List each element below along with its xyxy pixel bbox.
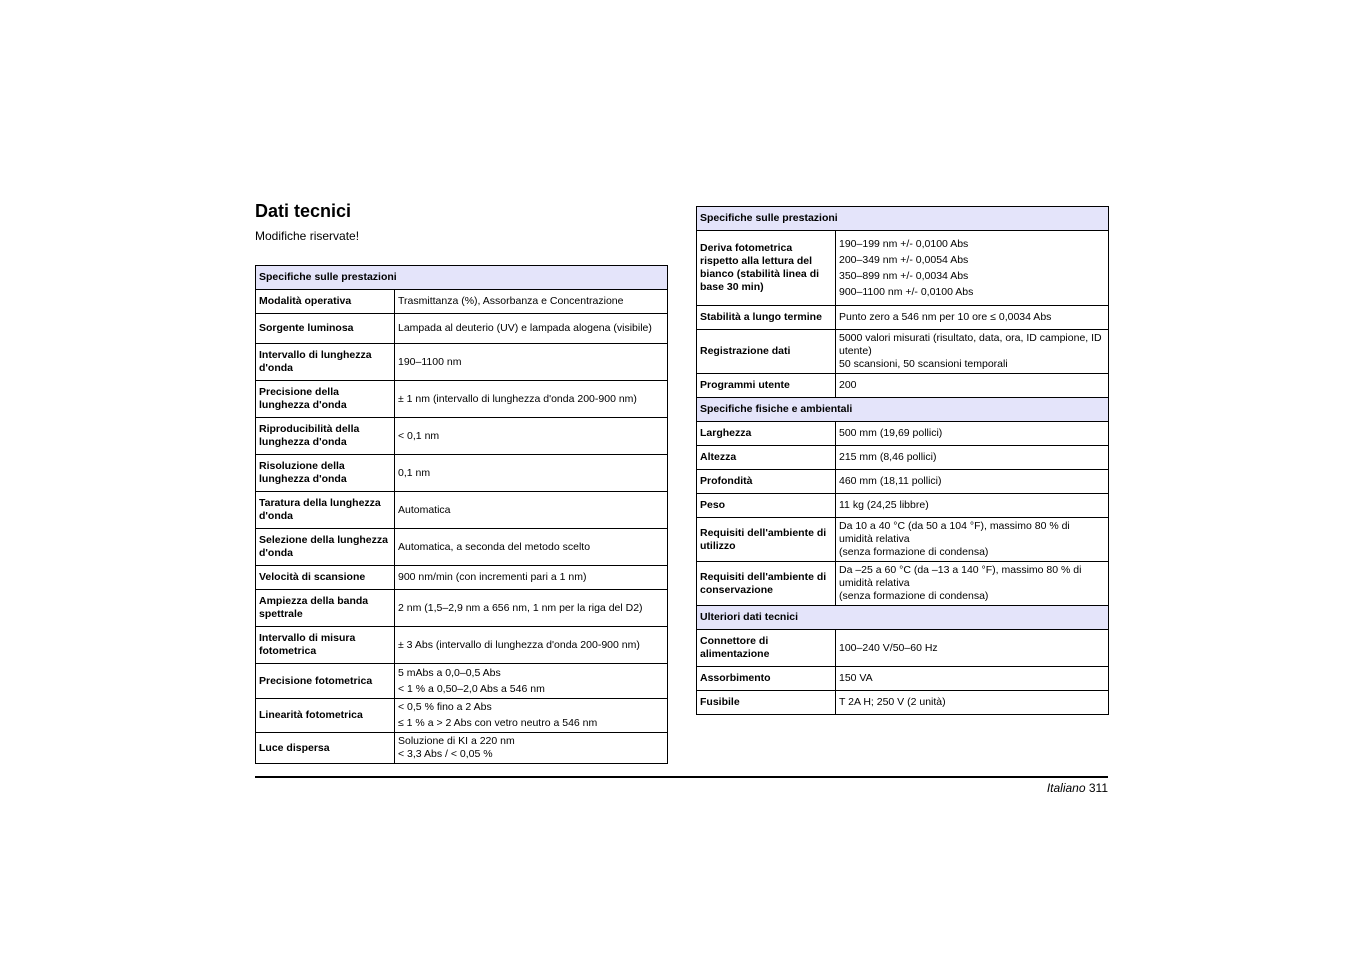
spec-table-continued: [696, 206, 1109, 715]
table-row: [697, 374, 1109, 398]
value-line: Lampada al deuterio (UV) e lampada alogena (visibile): [398, 322, 652, 334]
row-value: [395, 290, 668, 314]
value-line: < 1 % a 0,50–2,0 Abs a 546 nm: [398, 682, 545, 695]
row-label: Precisione fotometrica: [256, 664, 395, 699]
value-line: 50 scansioni, 50 scansioni temporali: [839, 358, 1008, 370]
value-line: 2 nm (1,5–2,9 nm a 656 nm, 1 nm per la riga del D2): [398, 601, 643, 614]
table-row: [256, 314, 668, 344]
section-header-physical: Specifiche fisiche e ambientali: [697, 398, 1109, 422]
value-line: 190–1100 nm: [398, 355, 462, 368]
section-header-row: [256, 266, 668, 290]
table-row: [697, 562, 1109, 606]
table-row: [256, 733, 668, 764]
table-row: [256, 455, 668, 492]
row-label: Programmi utente: [697, 374, 836, 398]
value-line: Trasmittanza (%), Assorbanza e Concentrazione: [398, 295, 624, 307]
section-header-row: [697, 398, 1109, 422]
value-line: (senza formazione di condensa): [839, 546, 989, 558]
page-subtitle: Modifiche riservate!: [255, 229, 360, 243]
row-value: [395, 492, 668, 529]
table-row: [256, 418, 668, 455]
row-label: Riproducibilità della lunghezza d'onda: [256, 418, 395, 455]
footer-page-number: 311: [1088, 781, 1108, 795]
value-line: 900–1100 nm +/- 0,0100 Abs: [839, 285, 974, 298]
row-label: Requisiti dell'ambiente di conservazione: [697, 562, 836, 606]
row-label: Sorgente luminosa: [256, 314, 395, 344]
page-footer: [1047, 781, 1108, 795]
row-value: [836, 518, 1109, 562]
table-row: [256, 590, 668, 627]
row-value: 500 mm (19,69 pollici): [836, 422, 1109, 446]
row-value: [836, 231, 1109, 306]
table-row: [697, 422, 1109, 446]
section-header-row: [697, 207, 1109, 231]
row-value: [395, 455, 668, 492]
section-header-additional: Ulteriori dati tecnici: [697, 606, 1109, 630]
row-label: Intervallo di lunghezza d'onda: [256, 344, 395, 381]
page-title: Dati tecnici: [255, 201, 352, 221]
performance-spec-table: [255, 265, 668, 764]
row-value: [395, 381, 668, 418]
row-value: 215 mm (8,46 pollici): [836, 446, 1109, 470]
row-value: 11 kg (24,25 libbre): [836, 494, 1109, 518]
row-value: [395, 566, 668, 590]
row-value: 150 VA: [836, 667, 1109, 691]
row-label: Taratura della lunghezza d'onda: [256, 492, 395, 529]
table-row: [256, 529, 668, 566]
value-line: 350–899 nm +/- 0,0034 Abs: [839, 269, 969, 282]
value-line: Soluzione di KI a 220 nm: [398, 735, 515, 747]
value-line: < 0,1 nm: [398, 429, 440, 442]
value-line: 900 nm/min (con incrementi pari a 1 nm): [398, 571, 587, 583]
value-line: ± 3 Abs (intervallo di lunghezza d'onda 200-900 nm): [398, 638, 640, 651]
row-label: Ampiezza della banda spettrale: [256, 590, 395, 627]
value-line: (senza formazione di condensa): [839, 590, 989, 602]
table-row: [697, 470, 1109, 494]
row-value: [395, 627, 668, 664]
table-row: [697, 306, 1109, 330]
value-line: 0,1 nm: [398, 466, 431, 479]
table-row: [697, 446, 1109, 470]
table-row: [697, 691, 1109, 715]
row-label: Luce dispersa: [256, 733, 395, 764]
footer-divider: [255, 776, 1108, 778]
footer-language: Italiano: [1046, 781, 1086, 795]
row-label: Connettore di alimentazione: [697, 630, 836, 667]
table-row: [697, 494, 1109, 518]
table-row: [697, 630, 1109, 667]
row-label: Intervallo di misura fotometrica: [256, 627, 395, 664]
value-line: 5000 valori misurati (risultato, data, ora, ID campione, ID utente): [839, 332, 1102, 357]
table-row: [697, 667, 1109, 691]
row-value: [395, 733, 668, 764]
row-label: Assorbimento: [697, 667, 836, 691]
table-row: [256, 344, 668, 381]
row-label: Risoluzione della lunghezza d'onda: [256, 455, 395, 492]
table-row: [256, 664, 668, 699]
value-line: < 3,3 Abs / < 0,05 %: [398, 748, 493, 760]
value-line: 200–349 nm +/- 0,0054 Abs: [839, 253, 969, 266]
row-value: [395, 418, 668, 455]
row-label: Altezza: [697, 446, 836, 470]
row-label: Modalità operativa: [256, 290, 395, 314]
row-label: Registrazione dati: [697, 330, 836, 374]
row-value: [395, 314, 668, 344]
row-label: Selezione della lunghezza d'onda: [256, 529, 395, 566]
row-value: [836, 562, 1109, 606]
value-line: < 0,5 % fino a 2 Abs: [398, 701, 492, 713]
row-label: Velocità di scansione: [256, 566, 395, 590]
table-row: [256, 627, 668, 664]
row-value: 460 mm (18,11 pollici): [836, 470, 1109, 494]
table-row: [256, 699, 668, 733]
value-line: ± 1 nm (intervallo di lunghezza d'onda 200-900 nm): [398, 392, 637, 405]
row-label: Profondità: [697, 470, 836, 494]
row-label: Precisione della lunghezza d'onda: [256, 381, 395, 418]
row-label: Larghezza: [697, 422, 836, 446]
value-line: Automatica: [398, 503, 451, 516]
value-line: Da 10 a 40 °C (da 50 a 104 °F), massimo 80 % di umidità relativa: [839, 520, 1070, 545]
table-row: [697, 231, 1109, 306]
row-value: [395, 590, 668, 627]
row-value: [395, 664, 668, 699]
row-value: [836, 330, 1109, 374]
section-header-performance: Specifiche sulle prestazioni: [697, 207, 1109, 231]
section-header-performance: Specifiche sulle prestazioni: [256, 266, 668, 290]
row-value: [395, 344, 668, 381]
row-value: T 2A H; 250 V (2 unità): [836, 691, 1109, 715]
row-label: Stabilità a lungo termine: [697, 306, 836, 330]
value-line: 5 mAbs a 0,0–0,5 Abs: [398, 666, 501, 679]
row-label: Deriva fotometrica rispetto alla lettura del bianco (stabilità linea di base 30 min): [697, 231, 836, 306]
row-label: Linearità fotometrica: [256, 699, 395, 733]
row-label: Fusibile: [697, 691, 836, 715]
row-value: 100–240 V/50–60 Hz: [836, 630, 1109, 667]
row-value: [395, 529, 668, 566]
table-row: [256, 492, 668, 529]
row-value: 200: [836, 374, 1109, 398]
value-line: Da –25 a 60 °C (da –13 a 140 °F), massimo 80 % di umidità relativa: [839, 564, 1082, 589]
value-line: ≤ 1 % a > 2 Abs con vetro neutro a 546 nm: [398, 717, 598, 729]
row-label: Requisiti dell'ambiente di utilizzo: [697, 518, 836, 562]
table-row: [256, 566, 668, 590]
value-line: 190–199 nm +/- 0,0100 Abs: [839, 237, 969, 250]
section-header-row: [697, 606, 1109, 630]
table-row: [697, 518, 1109, 562]
row-value: [395, 699, 668, 733]
table-row: [697, 330, 1109, 374]
row-value: Punto zero a 546 nm per 10 ore ≤ 0,0034 Abs: [836, 306, 1109, 330]
table-row: [256, 290, 668, 314]
value-line: Automatica, a seconda del metodo scelto: [398, 540, 591, 553]
row-label: Peso: [697, 494, 836, 518]
table-row: [256, 381, 668, 418]
